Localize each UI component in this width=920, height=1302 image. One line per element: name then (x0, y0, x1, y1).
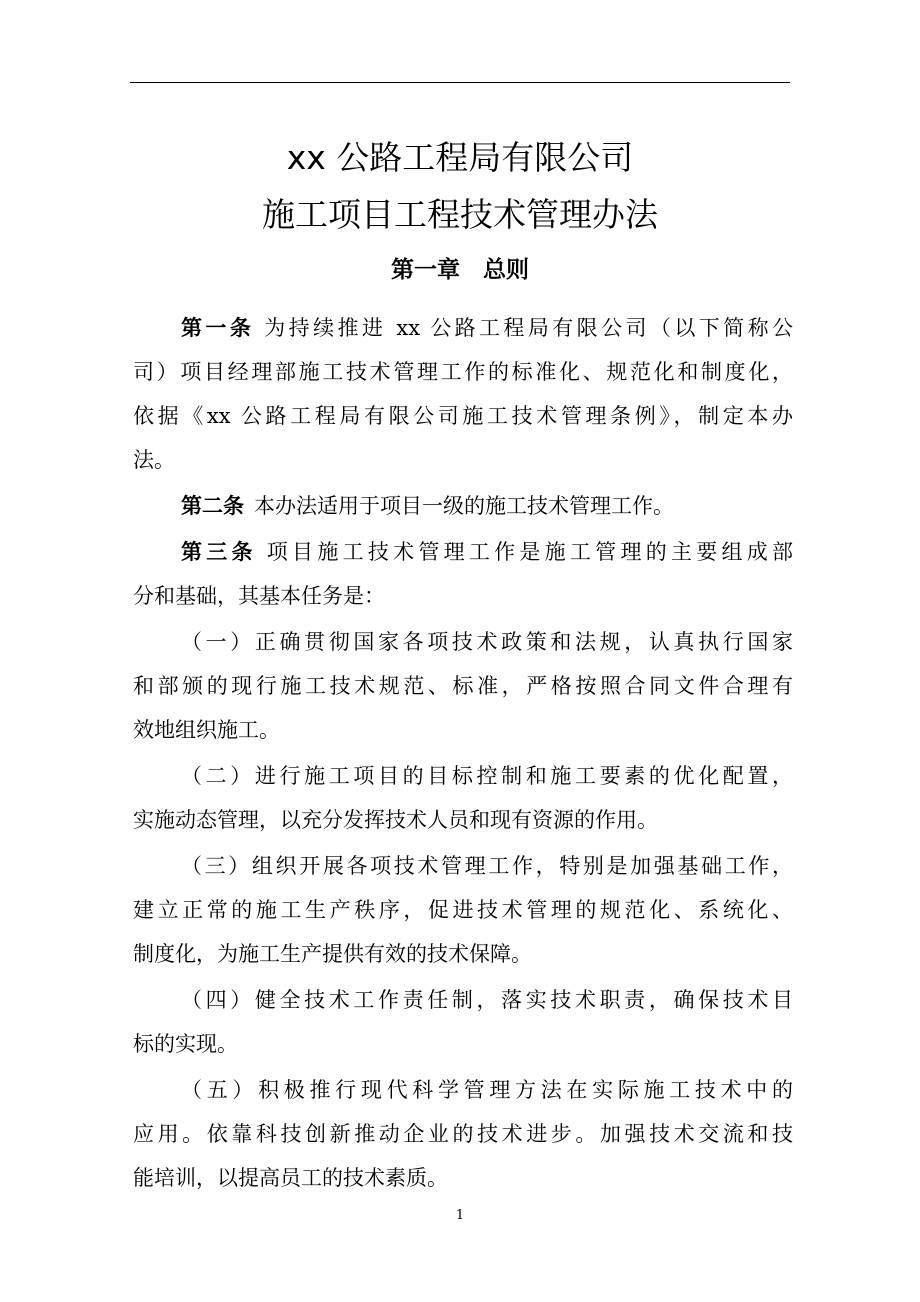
paragraph-line: 建立正常的施工生产秩序，促进技术管理的规范化、系统化、 (133, 898, 793, 922)
article-text: 项目施工技术管理工作是施工管理的主要组成部 (266, 540, 794, 564)
list-item-1 (133, 620, 793, 752)
title-line-company: xx 公路工程局有限公司 (286, 138, 634, 177)
paragraph-line: 法。 (133, 448, 175, 472)
list-item-4 (133, 978, 793, 1066)
paragraph-line: 效地组织施工。 (133, 718, 280, 742)
document-body (133, 306, 793, 1202)
list-item-3 (133, 844, 793, 976)
title-line-document: 施工项目工程技术管理办法 (262, 195, 658, 234)
paragraph-line: （五）积极推行现代科学管理方法在实际施工技术中的 (181, 1078, 793, 1102)
paragraph-line: 分和基础，其基本任务是： (133, 584, 385, 608)
paragraph-line: 标的实现。 (133, 1032, 238, 1056)
paragraph-line (133, 530, 793, 574)
article-1 (133, 306, 793, 482)
paragraph-line: （二）进行施工项目的目标控制和施工要素的优化配置， (181, 764, 793, 788)
article-3 (133, 530, 793, 618)
article-label: 第二条 (181, 494, 244, 518)
paragraph-line: 司）项目经理部施工技术管理工作的标准化、规范化和制度化， (133, 360, 793, 384)
list-item-2 (133, 754, 793, 842)
article-label: 第三条 (181, 540, 257, 564)
chapter-heading: 第一章 总则 (391, 257, 529, 283)
paragraph-line: （三）组织开展各项技术管理工作，特别是加强基础工作， (181, 854, 793, 878)
paragraph-line: 能培训，以提高员工的技术素质。 (133, 1166, 448, 1190)
article-text: 为持续推进 xx 公路工程局有限公司（以下简称公 (264, 316, 793, 340)
page-number: 1 (455, 1208, 465, 1223)
article-label: 第一条 (181, 316, 255, 340)
header-rule (130, 82, 790, 83)
paragraph-line: 依据《xx 公路工程局有限公司施工技术管理条例》，制定本办 (133, 404, 793, 428)
paragraph-line: （一）正确贯彻国家各项技术政策和法规，认真执行国家 (181, 630, 793, 654)
article-2 (133, 484, 793, 528)
article-text: 本办法适用于项目一级的施工技术管理工作。 (254, 494, 674, 518)
paragraph-line: （四）健全技术工作责任制，落实技术职责，确保技术目 (181, 988, 793, 1012)
list-item-5 (133, 1068, 793, 1200)
paragraph-line: 应用。依靠科技创新推动企业的技术进步。加强技术交流和技 (133, 1122, 793, 1146)
paragraph-line: 和部颁的现行施工技术规范、标准，严格按照合同文件合理有 (133, 674, 793, 698)
paragraph-line: 实施动态管理，以充分发挥技术人员和现有资源的作用。 (133, 808, 658, 832)
paragraph-line (133, 306, 793, 350)
paragraph-line (133, 484, 793, 528)
paragraph-line: 制度化，为施工生产提供有效的技术保障。 (133, 942, 532, 966)
